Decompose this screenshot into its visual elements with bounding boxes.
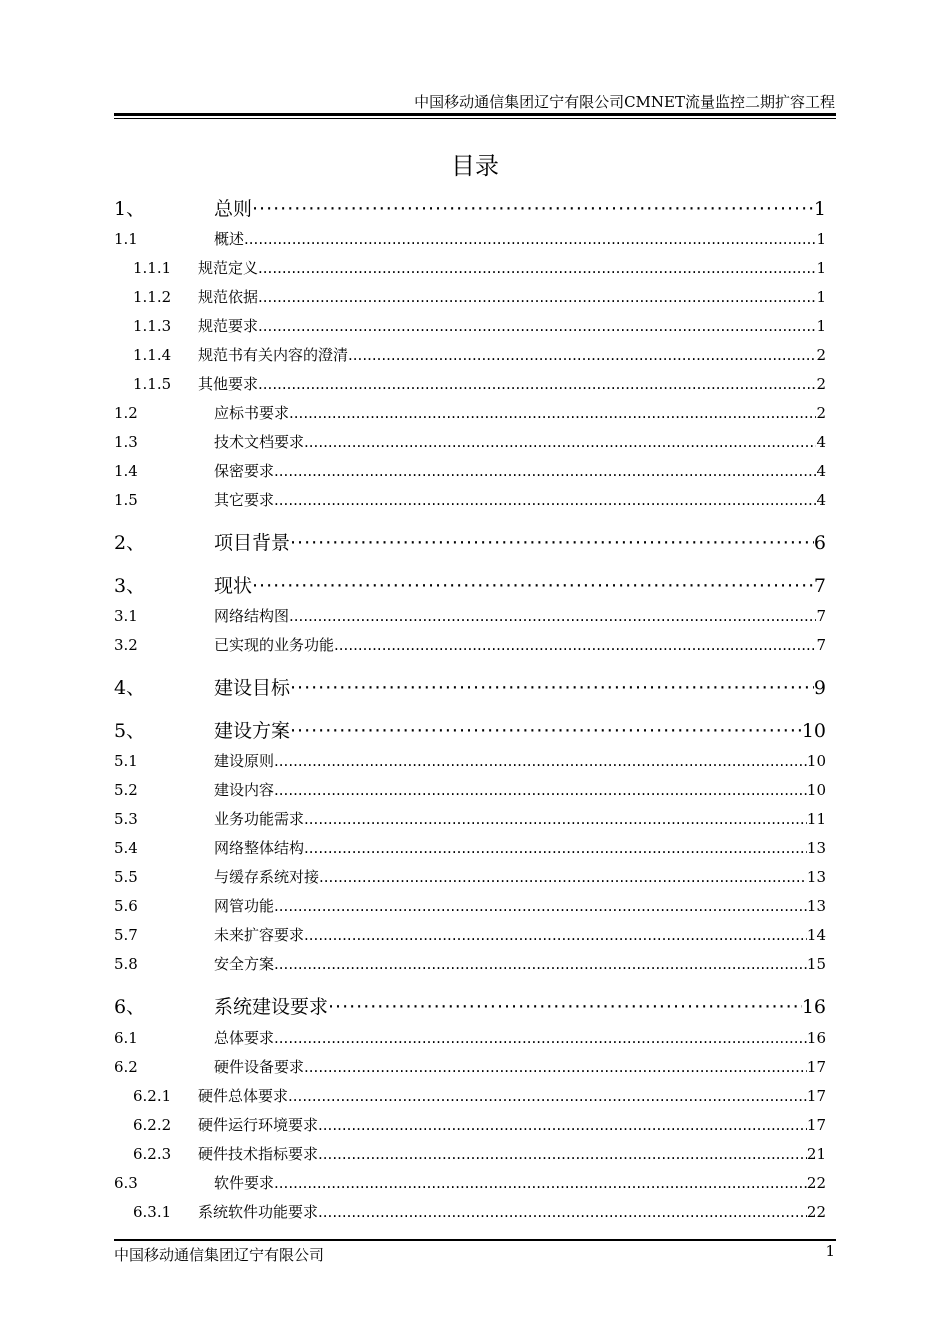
toc-entry-label: 总则	[214, 198, 253, 220]
toc-entry-label: 规范要求	[198, 317, 259, 335]
toc-entry[interactable]	[114, 460, 826, 482]
toc-entry-number: 4、	[114, 677, 146, 699]
toc-entry-label: 建设目标	[214, 677, 291, 699]
toc-entry-label: 现状	[214, 575, 253, 597]
toc-entry-label: 网络整体结构	[214, 839, 305, 857]
toc-entry[interactable]	[114, 895, 826, 917]
toc-entry-page: 10	[806, 752, 826, 770]
toc-entry[interactable]	[114, 1201, 826, 1223]
toc-entry-number: 6.2	[114, 1058, 138, 1076]
toc-entry[interactable]	[114, 489, 826, 511]
toc-entry-label: 网络结构图	[214, 607, 290, 625]
toc-entry-label: 未来扩容要求	[214, 926, 305, 944]
toc-dot-leader	[290, 720, 802, 742]
toc-dot-leader	[274, 897, 807, 915]
toc-dot-leader	[274, 462, 816, 480]
toc-entry-label: 建设方案	[214, 720, 291, 742]
toc-entry-page: 1	[816, 259, 826, 277]
toc-entry-label: 其他要求	[198, 375, 259, 393]
toc-entry-number: 6.2.3	[133, 1145, 172, 1163]
toc-title: 目录	[451, 152, 499, 180]
toc-entry[interactable]	[114, 194, 826, 220]
toc-dot-leader	[289, 404, 816, 422]
toc-entry-number: 1、	[114, 198, 146, 220]
toc-entry[interactable]	[114, 634, 826, 656]
toc-entry[interactable]	[114, 1056, 826, 1078]
toc-dot-leader	[304, 433, 816, 451]
toc-entry[interactable]	[114, 808, 826, 830]
toc-entry-page: 1	[816, 230, 826, 248]
toc-entry-page: 2	[816, 375, 826, 393]
toc-entry-number: 6.2.2	[133, 1116, 172, 1134]
toc-entry-number: 3.1	[114, 607, 138, 625]
toc-dot-leader	[319, 868, 807, 886]
toc-entry-number: 6、	[114, 996, 146, 1018]
toc-entry-label: 总体要求	[214, 1029, 275, 1047]
toc-entry-page: 16	[806, 1029, 826, 1047]
toc-entry-page: 1	[816, 288, 826, 306]
toc-entry-label: 业务功能需求	[214, 810, 305, 828]
toc-dot-leader	[304, 810, 807, 828]
toc-entry[interactable]	[114, 402, 826, 424]
toc-entry-label: 项目背景	[214, 532, 291, 554]
toc-dot-leader	[318, 1203, 807, 1221]
page-header: 中国移动通信集团辽宁有限公司CMNET流量监控二期扩容工程	[414, 93, 835, 111]
toc-entry-label: 保密要求	[214, 462, 275, 480]
toc-entry-number: 1.1.5	[133, 375, 172, 393]
toc-entry-page: 21	[806, 1145, 826, 1163]
toc-entry-number: 5.7	[114, 926, 138, 944]
toc-entry-page: 6	[813, 532, 826, 554]
toc-entry-page: 2	[816, 404, 826, 422]
toc-entry-label: 系统建设要求	[214, 996, 329, 1018]
toc-entry[interactable]	[114, 315, 826, 337]
toc-entry[interactable]	[114, 992, 826, 1018]
toc-dot-leader	[274, 1174, 807, 1192]
footer-rule	[114, 1239, 836, 1241]
toc-dot-leader	[274, 1029, 807, 1047]
toc-entry-page: 22	[806, 1174, 826, 1192]
toc-entry[interactable]	[114, 1027, 826, 1049]
toc-entry-number: 5.6	[114, 897, 138, 915]
toc-entry-number: 5.3	[114, 810, 138, 828]
toc-entry-label: 其它要求	[214, 491, 275, 509]
toc-entry-number: 1.2	[114, 404, 138, 422]
toc-entry-page: 7	[816, 636, 826, 654]
footer-page-number: 1	[825, 1242, 835, 1260]
toc-entry-label: 硬件技术指标要求	[198, 1145, 319, 1163]
toc-entry-label: 技术文档要求	[214, 433, 305, 451]
toc-entry-page: 4	[816, 491, 826, 509]
toc-dot-leader	[274, 955, 807, 973]
toc-dot-leader	[318, 1145, 807, 1163]
toc-entry[interactable]	[114, 750, 826, 772]
toc-entry[interactable]	[114, 528, 826, 554]
toc-entry-label: 网管功能	[214, 897, 275, 915]
toc-entry-number: 1.1.2	[133, 288, 172, 306]
toc-entry[interactable]	[114, 1114, 826, 1136]
toc-entry[interactable]	[114, 1172, 826, 1194]
toc-entry-number: 5.2	[114, 781, 138, 799]
toc-entry-page: 7	[816, 607, 826, 625]
toc-dot-leader	[290, 677, 814, 699]
toc-entry[interactable]	[114, 1085, 826, 1107]
toc-dot-leader	[304, 839, 807, 857]
toc-entry-page: 4	[816, 462, 826, 480]
toc-entry-page: 1	[813, 198, 826, 220]
toc-entry-number: 5.1	[114, 752, 138, 770]
footer-company: 中国移动通信集团辽宁有限公司	[114, 1246, 325, 1264]
toc-entry[interactable]	[114, 866, 826, 888]
toc-entry-number: 3.2	[114, 636, 138, 654]
toc-entry-number: 1.1.4	[133, 346, 172, 364]
toc-entry[interactable]	[114, 779, 826, 801]
header-rule	[114, 113, 836, 116]
toc-entry[interactable]	[114, 228, 826, 250]
toc-entry[interactable]	[114, 953, 826, 975]
toc-entry-page: 13	[806, 868, 826, 886]
toc-entry-label: 硬件设备要求	[214, 1058, 305, 1076]
toc-dot-leader	[304, 1058, 807, 1076]
toc-entry-page: 11	[806, 810, 826, 828]
toc-entry-number: 5、	[114, 720, 146, 742]
toc-entry-label: 规范书有关内容的澄清	[198, 346, 349, 364]
toc-entry[interactable]	[114, 924, 826, 946]
toc-dot-leader	[258, 375, 816, 393]
toc-entry-page: 4	[816, 433, 826, 451]
toc-entry-label: 概述	[214, 230, 245, 248]
toc-dot-leader	[274, 491, 816, 509]
toc-entry-label: 应标书要求	[214, 404, 290, 422]
toc-dot-leader	[244, 230, 816, 248]
toc-entry-label: 与缓存系统对接	[214, 868, 320, 886]
toc-entry[interactable]	[114, 286, 826, 308]
toc-entry[interactable]	[114, 257, 826, 279]
toc-entry-number: 1.5	[114, 491, 138, 509]
toc-dot-leader	[334, 636, 816, 654]
toc-entry-page: 7	[813, 575, 826, 597]
toc-entry[interactable]	[114, 673, 826, 699]
toc-entry-number: 1.3	[114, 433, 138, 451]
toc-entry-page: 17	[806, 1058, 826, 1076]
toc-entry-number: 5.4	[114, 839, 138, 857]
toc-entry-label: 规范依据	[198, 288, 259, 306]
toc-entry-label: 规范定义	[198, 259, 259, 277]
toc-entry-label: 系统软件功能要求	[198, 1203, 319, 1221]
toc-entry-number: 5.8	[114, 955, 138, 973]
toc-entry-page: 17	[806, 1116, 826, 1134]
toc-dot-leader	[304, 926, 807, 944]
toc-entry[interactable]	[114, 1143, 826, 1165]
toc-dot-leader	[289, 607, 816, 625]
toc-entry-page: 9	[813, 677, 826, 699]
toc-dot-leader	[274, 781, 807, 799]
toc-entry[interactable]	[114, 344, 826, 366]
toc-entry[interactable]	[114, 373, 826, 395]
toc-entry-number: 1.1	[114, 230, 138, 248]
toc-dot-leader	[288, 1087, 807, 1105]
toc-entry-page: 13	[806, 897, 826, 915]
toc-entry-page: 14	[806, 926, 826, 944]
toc-entry-number: 6.2.1	[133, 1087, 172, 1105]
toc-entry-label: 硬件运行环境要求	[198, 1116, 319, 1134]
toc-entry-page: 16	[801, 996, 826, 1018]
toc-entry-number: 1.1.1	[133, 259, 172, 277]
toc-dot-leader	[258, 317, 816, 335]
toc-entry-label: 建设内容	[214, 781, 275, 799]
toc-entry-number: 5.5	[114, 868, 138, 886]
toc-entry-page: 2	[816, 346, 826, 364]
toc-entry-number: 2、	[114, 532, 146, 554]
toc-dot-leader	[318, 1116, 807, 1134]
toc-dot-leader	[274, 752, 807, 770]
toc-entry-page: 17	[806, 1087, 826, 1105]
toc-entry-page: 10	[806, 781, 826, 799]
toc-dot-leader	[348, 346, 816, 364]
toc-entry-number: 1.1.3	[133, 317, 172, 335]
toc-entry-page: 22	[806, 1203, 826, 1221]
toc-entry-label: 安全方案	[214, 955, 275, 973]
toc-entry-number: 6.3	[114, 1174, 138, 1192]
toc-dot-leader	[258, 288, 816, 306]
toc-entry-number: 6.1	[114, 1029, 138, 1047]
toc-entry-label: 建设原则	[214, 752, 275, 770]
toc-entry-number: 6.3.1	[133, 1203, 172, 1221]
toc-entry-page: 1	[816, 317, 826, 335]
toc-entry-page: 10	[801, 720, 826, 742]
toc-entry[interactable]	[114, 605, 826, 627]
toc-dot-leader	[252, 575, 814, 597]
toc-entry-page: 15	[806, 955, 826, 973]
toc-dot-leader	[328, 996, 802, 1018]
toc-entry[interactable]	[114, 837, 826, 859]
toc-dot-leader	[252, 198, 814, 220]
toc-entry-number: 1.4	[114, 462, 138, 480]
toc-dot-leader	[290, 532, 814, 554]
header-rule-thin	[114, 118, 836, 119]
toc-entry-label: 硬件总体要求	[198, 1087, 289, 1105]
toc-entry[interactable]	[114, 716, 826, 742]
toc-entry-label: 软件要求	[214, 1174, 275, 1192]
toc-entry-number: 3、	[114, 575, 146, 597]
toc-entry[interactable]	[114, 431, 826, 453]
toc-entry-label: 已实现的业务功能	[214, 636, 335, 654]
toc-dot-leader	[258, 259, 816, 277]
toc-entry-page: 13	[806, 839, 826, 857]
toc-entry[interactable]	[114, 571, 826, 597]
